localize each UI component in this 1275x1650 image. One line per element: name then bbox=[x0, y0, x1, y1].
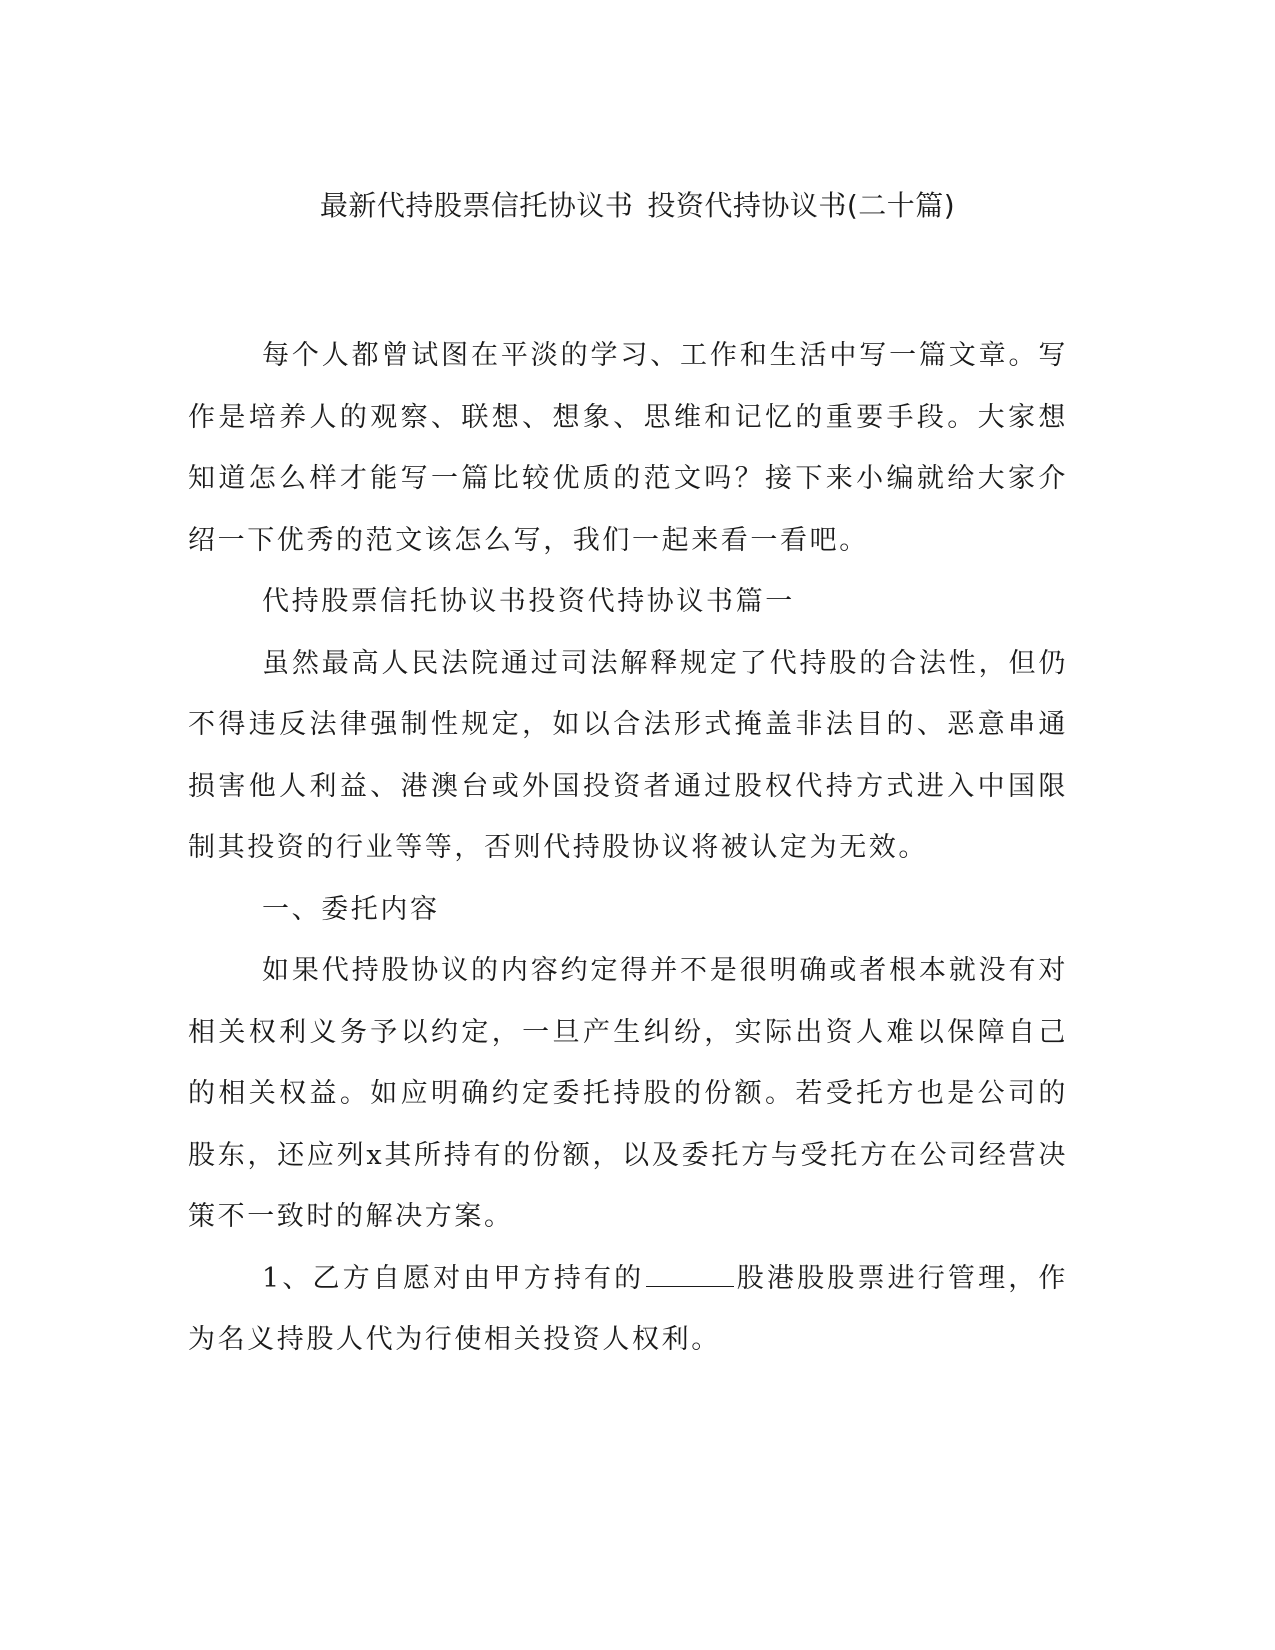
fill-in-blank bbox=[646, 1262, 734, 1287]
paragraph-agreement-content: 如果代持股协议的内容约定得并不是很明确或者根本就没有对相关权利义务予以约定，一旦产生纠纷，实际出资人难以保障自己的相关权益。如应明确约定委托持股的份额。若受托方也是公司的股东，还应列x其所持有的份额，以及委托方与受托方在公司经营决策不一致时的解决方案。 bbox=[188, 955, 1068, 1232]
paragraph-legality: 虽然最高人民法院通过司法解释规定了代持股的合法性，但仍不得违反法律强制性规定，如以合法形式掩盖非法目的、恶意串通损害他人利益、港澳台或外国投资者通过股权代持方式进入中国限制其投资的行业等等，否则代持股协议将被认定为无效。 bbox=[188, 647, 1068, 863]
section-heading-entrustment: 一、委托内容 bbox=[262, 893, 440, 925]
page-title bbox=[0, 186, 1275, 226]
title-part-2: 投资代持协议书(二十篇) bbox=[647, 189, 956, 222]
document-body bbox=[188, 325, 1068, 1371]
clause-1-text-before: 1、乙方自愿对由甲方持有的 bbox=[262, 1262, 645, 1294]
paragraph-intro: 每个人都曾试图在平淡的学习、工作和生活中写一篇文章。写作是培养人的观察、联想、想象、思维和记忆的重要手段。大家想知道怎么样才能写一篇比较优质的范文吗？接下来小编就给大家介绍一下优秀的范文该怎么写，我们一起来看一看吧。 bbox=[188, 340, 1068, 556]
title-part-1: 最新代持股票信托协议书 bbox=[319, 189, 634, 222]
clause-1 bbox=[188, 1248, 1068, 1371]
clause-1-text-after: 股港股股票进行管理，作为名义持股人代为行使相关投资人权利。 bbox=[188, 1262, 1068, 1355]
section-heading-part-one: 代持股票信托协议书投资代持协议书篇一 bbox=[262, 586, 795, 617]
